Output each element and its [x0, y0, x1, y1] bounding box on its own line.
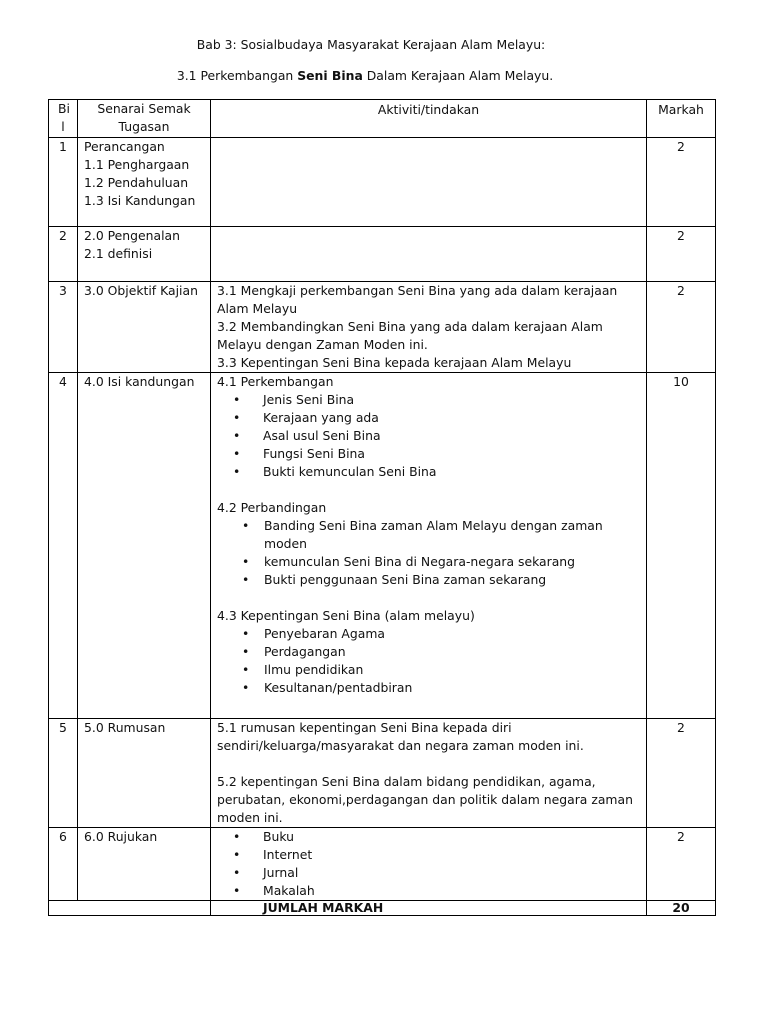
- list-item: • Fungsi Seni Bina: [217, 445, 640, 463]
- task-cell: 3.0 Objektif Kajian: [78, 282, 211, 373]
- row-number: 1: [49, 138, 78, 227]
- spacer: [217, 481, 640, 499]
- row-number: 5: [49, 719, 78, 828]
- document-subtitle: [0, 68, 749, 84]
- task-cell: [78, 138, 211, 227]
- list-item: • Perdagangan: [217, 643, 640, 661]
- activity-cell: [211, 828, 647, 901]
- header-markah: Markah: [647, 100, 716, 138]
- header-bil: Bi l: [49, 100, 78, 138]
- subtitle-suffix: Dalam Kerajaan Alam Melayu.: [362, 68, 554, 83]
- activity-cell: [211, 719, 647, 828]
- table-row: [49, 138, 716, 227]
- list-item: • Makalah: [217, 882, 640, 900]
- row-number: 6: [49, 828, 78, 901]
- list-item: • Jenis Seni Bina: [217, 391, 640, 409]
- list-item: • Jurnal: [217, 864, 640, 882]
- list-item: • Bukti penggunaan Seni Bina zaman sekarang: [217, 571, 640, 589]
- header-senarai: Senarai Semak Tugasan: [78, 100, 211, 138]
- list-item: • kemunculan Seni Bina di Negara-negara sekarang: [217, 553, 640, 571]
- activity-line: 5.2 kepentingan Seni Bina dalam bidang pendidikan, agama, perubatan, ekonomi,perdagangan dan politik dalam negara zaman moden ini.: [217, 774, 633, 825]
- header-row: [49, 100, 716, 138]
- activity-line: 3.1 Mengkaji perkembangan Seni Bina yang ada dalam kerajaan Alam Melayu: [217, 283, 618, 316]
- row-number: 4: [49, 373, 78, 719]
- section-title: 4.2 Perbandingan: [217, 500, 327, 515]
- markah-cell: 2: [647, 828, 716, 901]
- task-cell: [78, 227, 211, 282]
- bullet-list: [217, 625, 640, 697]
- bullet-list: [217, 517, 640, 589]
- activity-line: 3.2 Membandingkan Seni Bina yang ada dalam kerajaan Alam Melayu dengan Zaman Moden ini.: [217, 319, 603, 352]
- checklist-table: [48, 99, 716, 916]
- activity-cell: [211, 373, 647, 719]
- task-line: 1.2 Pendahuluan: [84, 175, 189, 190]
- task-line: 2.0 Pengenalan: [84, 228, 180, 243]
- spacer: [217, 589, 640, 607]
- list-item: • Ilmu pendidikan: [217, 661, 640, 679]
- activity-cell: [211, 282, 647, 373]
- row-number: 2: [49, 227, 78, 282]
- section-title: 4.1 Perkembangan: [217, 374, 334, 389]
- table-row: [49, 719, 716, 828]
- list-item: • Kerajaan yang ada: [217, 409, 640, 427]
- list-item: • Kesultanan/pentadbiran: [217, 679, 640, 697]
- total-markah: 20: [647, 901, 716, 916]
- activity-cell: [211, 138, 647, 227]
- markah-cell: 2: [647, 719, 716, 828]
- list-item: • Asal usul Seni Bina: [217, 427, 640, 445]
- list-item: • Bukti kemunculan Seni Bina: [217, 463, 640, 481]
- row-number: 3: [49, 282, 78, 373]
- table-row: [49, 227, 716, 282]
- table-row: [49, 373, 716, 719]
- subtitle-prefix: 3.1 Perkembangan: [176, 68, 298, 83]
- activity-line: 5.1 rumusan kepentingan Seni Bina kepada diri sendiri/keluarga/masyarakat dan negara zaman moden ini.: [217, 720, 584, 753]
- task-cell: 6.0 Rujukan: [78, 828, 211, 901]
- document-title: Bab 3: Sosialbudaya Masyarakat Kerajaan Alam Melayu:: [196, 37, 546, 52]
- list-item: • Buku: [217, 828, 640, 846]
- list-item: • Penyebaran Agama: [217, 625, 640, 643]
- total-blank-cell: [49, 901, 211, 916]
- subtitle-bold: Seni Bina: [297, 68, 363, 83]
- markah-cell: 2: [647, 138, 716, 227]
- header-aktiviti: Aktiviti/tindakan: [211, 100, 647, 138]
- task-line: Perancangan: [84, 139, 165, 154]
- markah-cell: 2: [647, 282, 716, 373]
- task-cell: 5.0 Rumusan: [78, 719, 211, 828]
- table-row: [49, 282, 716, 373]
- activity-line: 3.3 Kepentingan Seni Bina kepada kerajaan Alam Melayu: [217, 355, 572, 370]
- list-item: • Banding Seni Bina zaman Alam Melayu dengan zaman moden: [217, 517, 640, 553]
- list-item: • Internet: [217, 846, 640, 864]
- bullet-list: [217, 391, 640, 481]
- table-row: [49, 828, 716, 901]
- activity-cell: [211, 227, 647, 282]
- markah-cell: 2: [647, 227, 716, 282]
- bullet-list: [217, 828, 640, 900]
- markah-cell: 10: [647, 373, 716, 719]
- spacer: [217, 755, 640, 773]
- total-row: [49, 901, 716, 916]
- task-line: 2.1 definisi: [84, 246, 153, 261]
- task-cell: 4.0 Isi kandungan: [78, 373, 211, 719]
- section-title: 4.3 Kepentingan Seni Bina (alam melayu): [217, 608, 475, 623]
- total-label: JUMLAH MARKAH: [211, 901, 647, 916]
- task-line: 1.3 Isi Kandungan: [84, 193, 196, 208]
- task-line: 1.1 Penghargaan: [84, 157, 190, 172]
